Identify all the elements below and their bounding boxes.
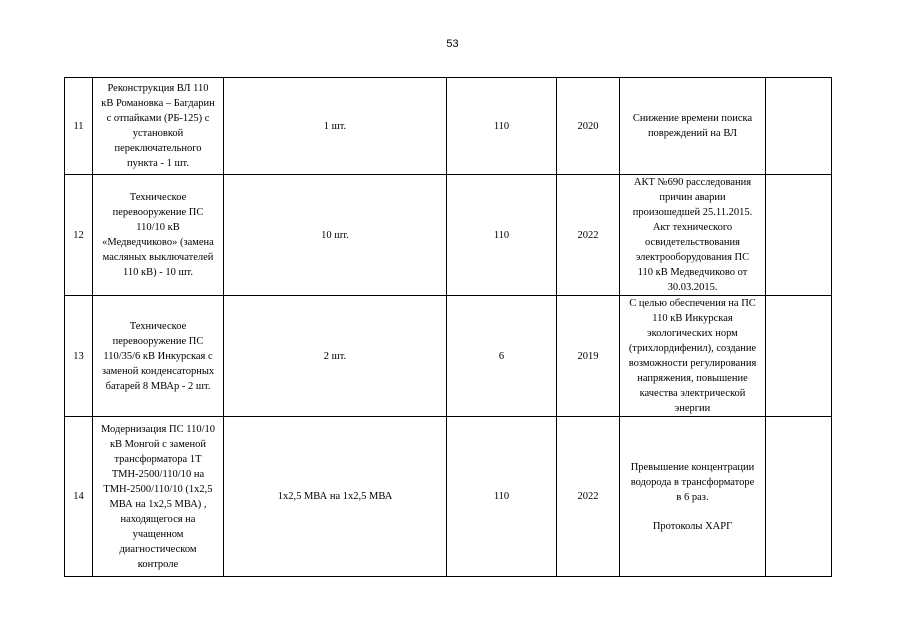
description-cell-line: заменой конденсаторных	[101, 365, 215, 377]
reason-cell-line: причин аварии	[659, 192, 726, 203]
description-cell-line: переключательного	[114, 143, 202, 154]
description-cell-line: 110/35/6 кВ Инкурская с	[103, 350, 213, 362]
note-cell	[766, 175, 832, 296]
description-cell-line: «Медведчиково» (замена	[102, 237, 214, 248]
description-cell-line: диагностическом	[119, 543, 197, 555]
reason-cell-line: Акт технического	[652, 222, 733, 233]
reason-cell-line: произошедшей 25.11.2015.	[632, 207, 753, 218]
description-cell-line: МВА на 1х2,5 МВА) ,	[109, 498, 207, 510]
reason-cell-line: водорода в трансформаторе	[630, 476, 755, 488]
note-cell	[766, 296, 832, 417]
description-cell-line: Модернизация ПС 110/10	[100, 423, 215, 435]
year-cell: 2022	[557, 175, 620, 296]
voltage-cell: 110	[447, 175, 557, 296]
quantity-cell: 10 шт.	[224, 175, 447, 296]
description-cell-line: кВ Романовка – Багдарин	[101, 98, 215, 109]
description-cell-line: пункта - 1 шт.	[127, 158, 189, 169]
description-cell-line: Реконструкция ВЛ 110	[107, 83, 209, 94]
description-cell-line: находящегося на	[120, 513, 196, 525]
reason-cell	[620, 417, 766, 577]
description-cell-line: Техническое	[129, 192, 187, 203]
reason-cell-line: возможности регулирования	[628, 358, 757, 369]
reason-cell-line: 110 кВ Инкурская	[652, 313, 733, 324]
description-cell-line: ТМН-2500/110/10 (1х2,5	[103, 483, 213, 495]
investment-table	[64, 77, 832, 577]
reason-cell-line: энергии	[674, 403, 711, 414]
description-cell	[93, 417, 224, 577]
row-number-cell: 13	[65, 296, 93, 417]
reason-cell-line: качества электрической	[639, 388, 746, 399]
reason-cell	[620, 175, 766, 296]
reason-cell-line: Протоколы ХАРГ	[652, 520, 733, 532]
reason-cell-line: АКТ №690 расследования	[633, 177, 752, 188]
description-cell-line: учащенном	[132, 528, 184, 540]
description-cell-line: Техническое	[129, 320, 187, 332]
reason-cell	[620, 296, 766, 417]
description-cell-line: установкой	[132, 128, 184, 139]
quantity-cell: 1 шт.	[224, 78, 447, 175]
reason-cell-line: 30.03.2015.	[667, 282, 718, 293]
reason-cell-line: освидетельствования	[645, 237, 740, 248]
voltage-cell: 110	[447, 417, 557, 577]
description-cell	[93, 296, 224, 417]
description-cell-line: трансформатора 1Т	[114, 453, 202, 465]
reason-cell-line: Снижение времени поиска	[632, 113, 753, 124]
year-cell: 2022	[557, 417, 620, 577]
reason-cell-line: электрооборудования ПС	[635, 252, 750, 263]
reason-cell-line: 110 кВ Медведчиково от	[637, 267, 748, 278]
quantity-cell: 1х2,5 МВА на 1х2,5 МВА	[224, 417, 447, 577]
reason-cell-line: в 6 раз.	[676, 491, 709, 503]
note-cell	[766, 417, 832, 577]
reason-cell-line: повреждений на ВЛ	[647, 128, 738, 139]
description-cell-line: ТМН-2500/110/10 на	[111, 468, 205, 480]
description-cell-line: 110 кВ) - 10 шт.	[123, 267, 193, 278]
table-row	[65, 175, 832, 296]
row-number-cell: 12	[65, 175, 93, 296]
table-row	[65, 296, 832, 417]
table-row	[65, 417, 832, 577]
row-number-cell: 14	[65, 417, 93, 577]
voltage-cell: 6	[447, 296, 557, 417]
description-cell-line: перевооружение ПС	[112, 335, 204, 347]
reason-cell	[620, 78, 766, 175]
description-cell	[93, 78, 224, 175]
reason-cell-line: (трихлордифенил), создание	[628, 343, 757, 354]
page-number: 53	[446, 38, 459, 50]
year-cell: 2019	[557, 296, 620, 417]
reason-cell-line	[621, 505, 764, 519]
year-cell: 2020	[557, 78, 620, 175]
reason-cell-line: экологических норм	[647, 328, 738, 339]
reason-cell-line: напряжения, повышение	[637, 373, 748, 384]
table-body	[65, 78, 832, 577]
description-cell-line: масляных выключателей	[102, 252, 214, 263]
description-cell-line: 110/10 кВ	[136, 222, 180, 233]
description-cell-line: кВ Монгой с заменой	[109, 438, 207, 450]
description-cell	[93, 175, 224, 296]
quantity-cell: 2 шт.	[224, 296, 447, 417]
description-cell-line: батарей 8 МВАр - 2 шт.	[105, 380, 211, 392]
description-cell-line: с отпайками (РБ-125) с	[106, 113, 210, 124]
reason-cell-line: Превышение концентрации	[630, 461, 755, 473]
description-cell-line: перевооружение ПС	[112, 207, 204, 218]
voltage-cell: 110	[447, 78, 557, 175]
reason-cell-line: С целью обеспечения на ПС	[629, 298, 756, 309]
description-cell-line: контроле	[137, 558, 179, 570]
note-cell	[766, 78, 832, 175]
row-number-cell: 11	[65, 78, 93, 175]
table-row	[65, 78, 832, 175]
